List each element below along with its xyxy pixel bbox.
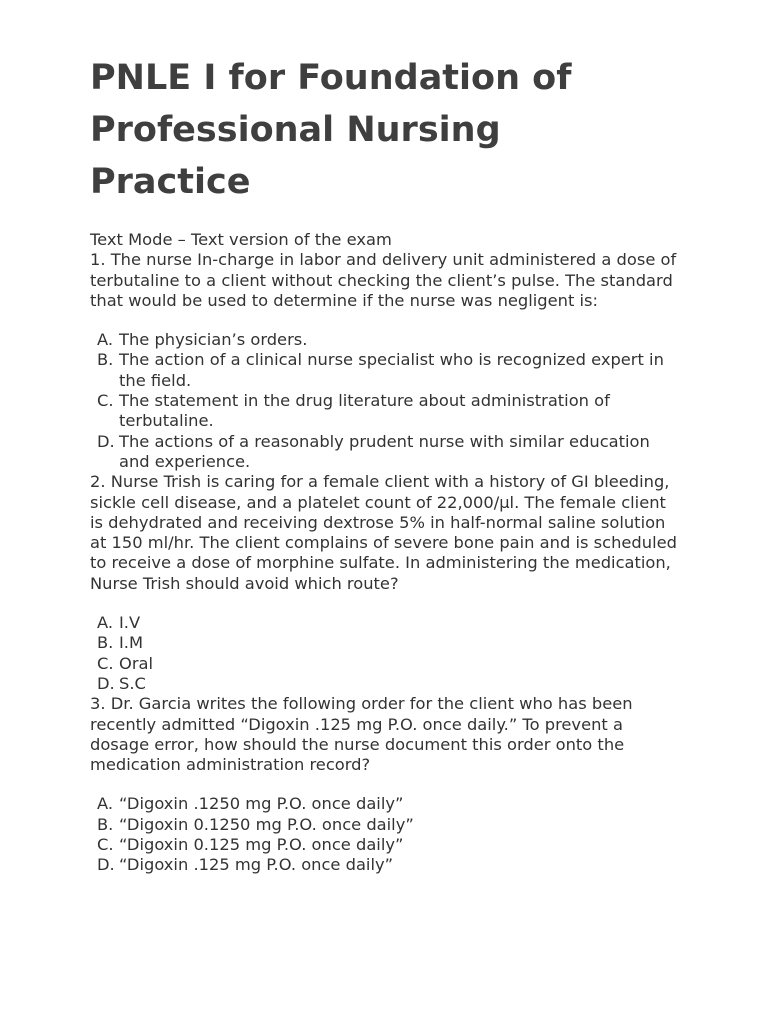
choice-letter: B. <box>97 814 114 834</box>
question-text: 1. The nurse In-charge in labor and delivery unit administered a dose of terbutaline to a client without checking the client’s pulse. The standard that would be used to determine if the nurse was negligent is: <box>90 250 677 310</box>
choice-letter: D. <box>97 673 115 693</box>
question-3 <box>90 694 678 875</box>
choice-letter: A. <box>97 794 114 814</box>
choice-letter: B. <box>97 633 114 653</box>
choice-item <box>97 330 678 350</box>
intro-text: Text Mode – Text version of the exam <box>90 230 392 249</box>
choice-text: The actions of a reasonably prudent nurse with similar education and experience. <box>119 431 650 471</box>
choice-text: S.C <box>119 673 146 693</box>
choice-item <box>97 431 678 473</box>
choice-item <box>97 391 678 432</box>
choice-list <box>90 330 678 472</box>
choice-letter: C. <box>97 653 114 673</box>
choice-item <box>97 835 678 855</box>
page-title: PNLE I for Foundation of Professional Nursing Practice <box>90 58 572 202</box>
choice-text: “Digoxin .125 mg P.O. once daily” <box>119 855 394 875</box>
choice-item <box>97 814 678 835</box>
choice-letter: C. <box>97 835 114 855</box>
choice-letter: D. <box>97 855 115 875</box>
choice-item <box>97 794 678 814</box>
choice-letter: C. <box>97 391 114 411</box>
choice-item <box>97 350 678 391</box>
choice-text: Oral <box>119 653 154 673</box>
choice-item <box>97 673 678 694</box>
choice-text: The statement in the drug literature about administration of terbutaline. <box>119 391 610 431</box>
choice-text: “Digoxin 0.1250 mg P.O. once daily” <box>119 814 414 834</box>
choice-text: “Digoxin .1250 mg P.O. once daily” <box>119 794 404 814</box>
choice-text: I.V <box>119 613 141 633</box>
question-text: 2. Nurse Trish is caring for a female client with a history of GI bleeding, sickle cell disease, and a platelet count of 22,000/µl. The female client is dehydrated and receiving dextrose 5% in half-normal saline solution at 150 ml/hr. The client complains of severe bone pain and is scheduled to receive a dose of morphine sulfate. In administering the medication, Nurse Trish should avoid which route? <box>90 472 677 593</box>
question-text: 3. Dr. Garcia writes the following order for the client who has been recently admitted “Digoxin .125 mg P.O. once daily.” To prevent a dosage error, how should the nurse document this order onto the medication administration record? <box>90 694 633 775</box>
choice-text: The physician’s orders. <box>119 330 308 350</box>
choice-item <box>97 613 678 633</box>
choice-letter: B. <box>97 350 114 370</box>
choice-item <box>97 653 678 674</box>
choice-letter: A. <box>97 613 114 633</box>
choice-letter: A. <box>97 330 114 350</box>
question-1 <box>90 250 678 472</box>
question-2 <box>90 472 678 694</box>
choice-text: I.M <box>119 633 144 653</box>
choice-text: “Digoxin 0.125 mg P.O. once daily” <box>119 835 404 855</box>
choice-item <box>97 855 678 875</box>
choice-text: The action of a clinical nurse specialist who is recognized expert in the field. <box>119 350 664 390</box>
choice-item <box>97 633 678 653</box>
choice-list <box>90 613 678 694</box>
choice-list <box>90 794 678 875</box>
choice-letter: D. <box>97 431 115 451</box>
